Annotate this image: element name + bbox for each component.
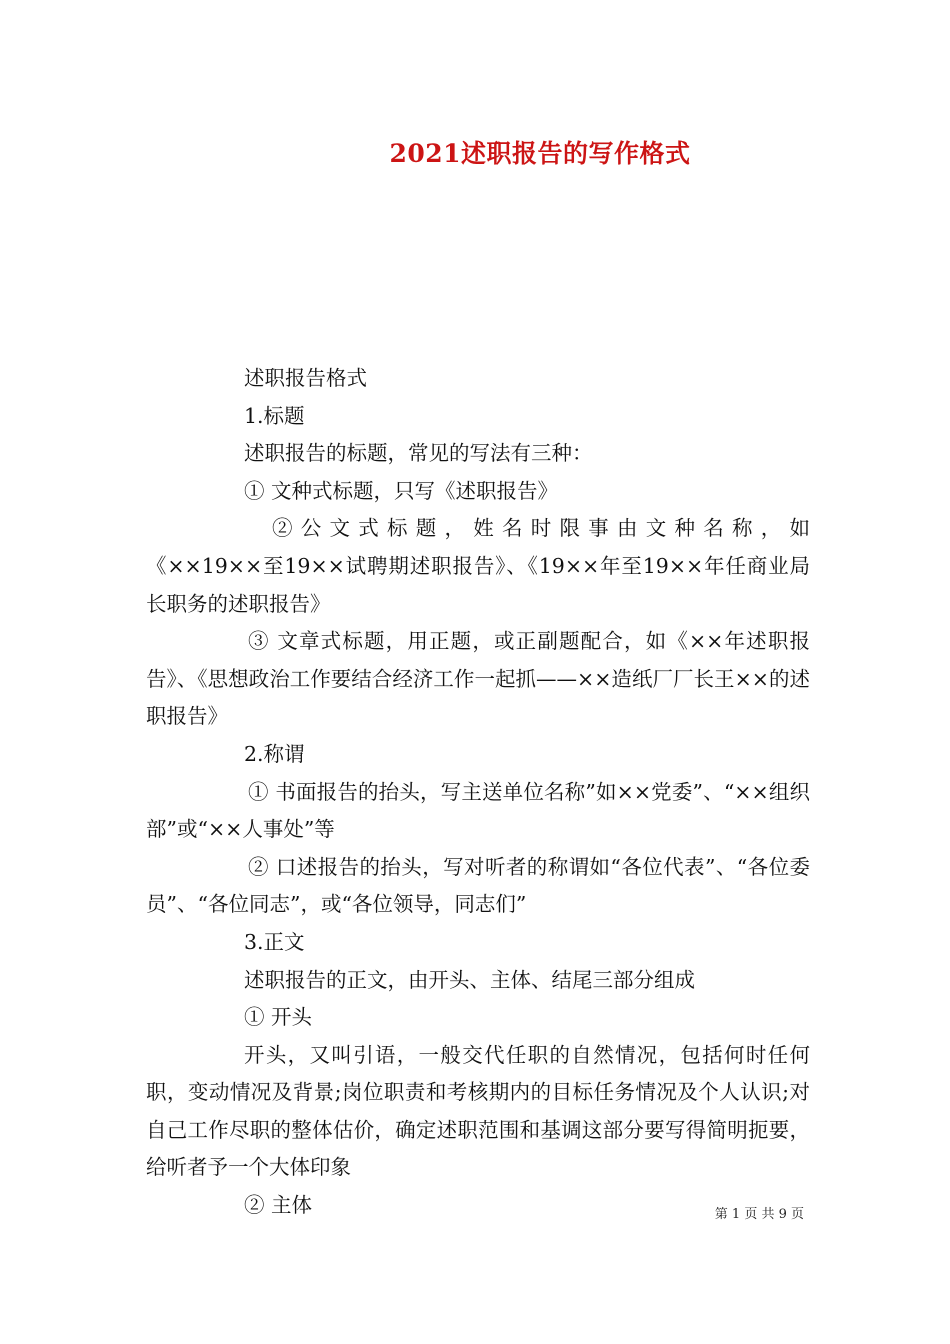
paragraph-section-2: 2.称谓 xyxy=(244,741,305,766)
paragraph-heading: 述职报告格式 xyxy=(244,366,367,390)
document-body xyxy=(146,360,810,1225)
paragraph-item: ② 公 文 式 标 题 ， 姓 名 时 限 事 由 文 种 名 称 ， 如《××19××至19××试聘期述职报告》、《19××年至19××年任商业局长职务的述职报告》 xyxy=(146,516,810,616)
paragraph-section-1: 1.标题 xyxy=(244,403,305,428)
paragraph: 述职报告的正文，由开头、主体、结尾三部分组成 xyxy=(244,967,695,992)
paragraph-item: ② 主体 xyxy=(244,1193,313,1218)
paragraph-item: ① 书面报告的抬头，写主送单位名称”如××党委”、“××组织部”或“××人事处”等 xyxy=(146,779,810,842)
paragraph-item: ③ 文章式标题，用正题，或正副题配合，如《××年述职报告》、《思想政治工作要结合经济工作一起抓——××造纸厂厂长王××的述职报告》 xyxy=(146,629,810,729)
page-footer: 第 1 页 共 9 页 xyxy=(714,1207,804,1222)
document-title: 2021述职报告的写作格式 xyxy=(389,139,691,168)
paragraph: 开头，又叫引语，一般交代任职的自然情况，包括何时任何职，变动情况及背景;岗位职责和考核期内的目标任务情况及个人认识;对自己工作尽职的整体估价，确定述职范围和基调这部分要写得简明扼要，给听者予一个大体印象 xyxy=(146,1042,810,1180)
paragraph-item: ② 口述报告的抬头，写对听者的称谓如“各位代表”、“各位委员”、“各位同志”，或“各位领导，同志们” xyxy=(146,854,810,917)
paragraph: 述职报告的标题，常见的写法有三种： xyxy=(244,441,593,466)
paragraph-section-3: 3.正文 xyxy=(244,929,305,954)
paragraph-item: ① 文种式标题，只写《述职报告》 xyxy=(244,478,559,503)
paragraph-item: ① 开头 xyxy=(244,1005,313,1030)
